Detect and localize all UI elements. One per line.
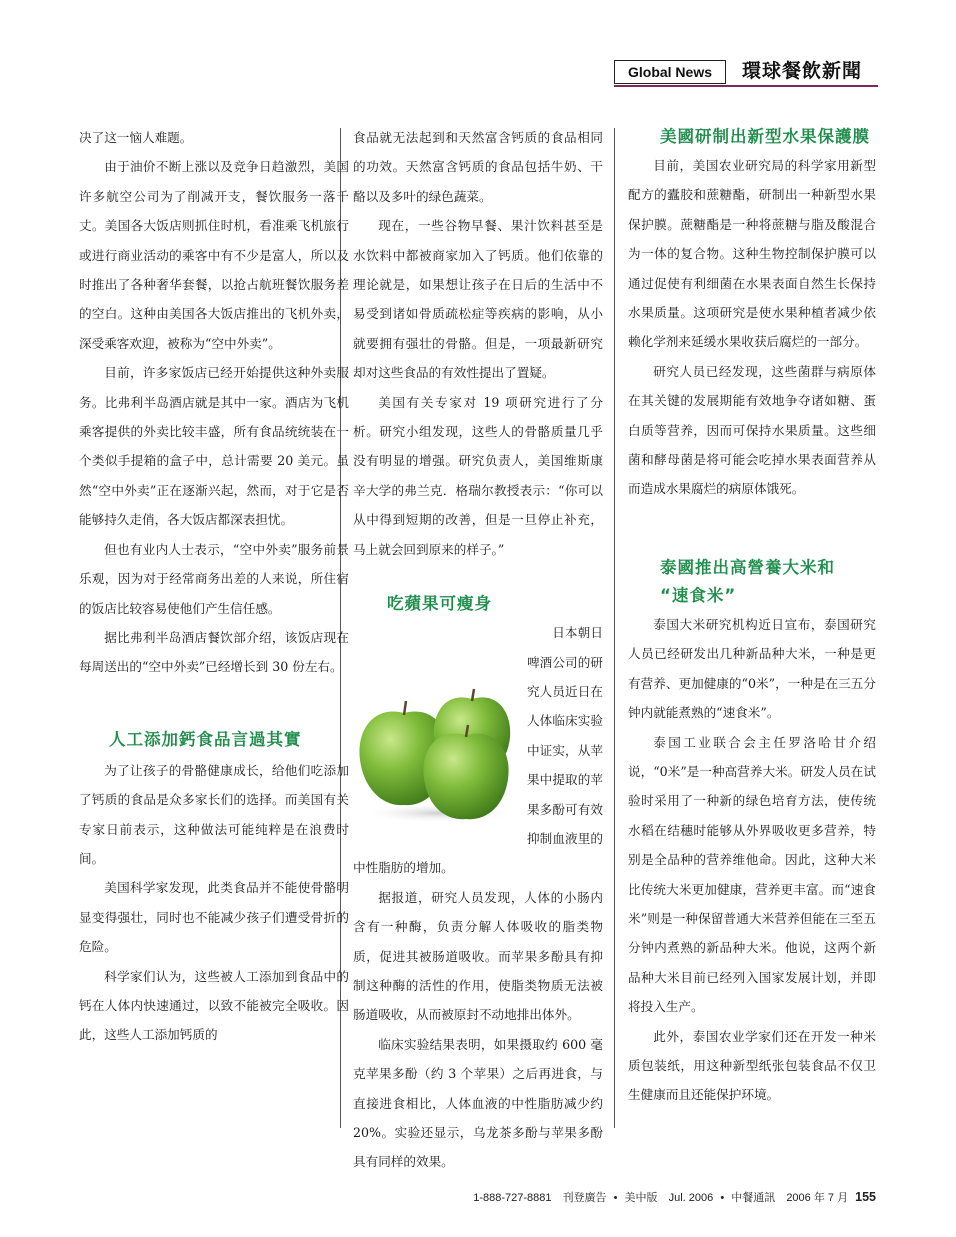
apple-illustration bbox=[354, 685, 522, 825]
paragraph: 美国有关专家对 19 项研究进行了分析。研究小组发现，这些人的骨骼质量几乎没有明显的增强。研究负责人，美国维斯康辛大学的弗兰克．格瑞尔教授表示：“你可以从中得到短期的改善，但是一旦停止补充，马上就会回到原来的样子。” bbox=[353, 394, 603, 557]
footer-magazine: 中餐通訊 bbox=[731, 1192, 776, 1204]
paragraph: 科学家们认为，这些被人工添加到食品中的钙在人体内快速通过，以致不能被完全吸收。因此，这些人工添加钙质的 bbox=[79, 968, 349, 1043]
global-news-badge: Global News bbox=[614, 60, 726, 84]
spacer bbox=[353, 564, 603, 590]
paragraph: 目前，许多家饭店已经开始提供这种外卖服务。比弗利半岛酒店就是其中一家。酒店为飞机乘客提供的外卖比较丰盛，所有食品统统装在一个类似手提箱的盒子中，总计需要 20 美元。虽然“空中外卖”正在逐渐兴起，然而，对于它是否能够持久走俏，各大饭店都深表担忧。 bbox=[79, 365, 349, 528]
spacer bbox=[628, 504, 876, 554]
paragraph: 此外，泰国农业学家们还在开发一种米质包装纸，用这种新型纸张包装食品不仅卫生健康而且还能保护环境。 bbox=[628, 1028, 876, 1103]
footer-date-cn: 2006 年 7 月 bbox=[786, 1192, 849, 1204]
column-1 bbox=[79, 123, 349, 1050]
paragraph: 目前，美国农业研究局的科学家用新型配方的蠹胶和蔗糖酯，研制出一种新型水果保护膜。蔗糖酯是一种将蔗糖与脂及酸混合为一体的复合物。这种生物控制保护膜可以通过促使有利细菌在水果表面自然生长保持水果质量。这项研究是使水果种植者减少依赖化学剂来延缓水果收获后腐烂的一部分。 bbox=[628, 158, 876, 350]
article-heading-calcium: 人工添加鈣食品言過其實 bbox=[109, 729, 302, 749]
paragraph: 现在，一些谷物早餐、果汁饮料甚至是水饮料中都被商家加入了钙质。他们依靠的理论就是，如果想让孩子在日后的生活中不易受到诸如骨质疏松症等疾病的影响，从小就要拥有强壮的骨骼。但是，一项最新研究却对这些食品的有效性提出了置疑。 bbox=[353, 218, 603, 381]
section-header bbox=[614, 60, 878, 88]
footer-edition: 美中版 bbox=[624, 1192, 658, 1204]
paragraph: 由于油价不断上涨以及竞争日趋激烈，美国许多航空公司为了削减开支，餐饮服务一落千丈。美国各大饭店则抓住时机，看准乘飞机旅行或进行商业活动的乘客中有不少是富人，所以及时推出了各种奢华套餐，以抢占航班餐饮服务差的空白。这种由美国各大饭店推出的飞机外卖，深受乘客欢迎，被称为“空中外卖”。 bbox=[79, 159, 349, 351]
paragraph: 日本朝日啤酒公司的研究人员近日在人体临床实验中证实，从苹果中提取的苹果多酚可有效抑制血液里的中性脂肪的增加。 bbox=[353, 625, 603, 876]
paragraph: 为了让孩子的骨骼健康成长，给他们吃添加了钙质的食品是众多家长们的选择。而美国有关专家日前表示，这种做法可能纯粹是在浪费时间。 bbox=[79, 762, 349, 866]
page-number: 155 bbox=[855, 1190, 876, 1204]
column-divider bbox=[614, 128, 615, 1128]
column-2 bbox=[353, 123, 603, 1177]
paragraph: 据比弗利半岛酒店餐饮部介绍，该饭店现在每周送出的“空中外卖”已经增长到 30 份左右。 bbox=[79, 629, 349, 675]
paragraph: 泰国大米研究机构近日宣布，泰国研究人员已经研发出几种新品种大米，一种是更有营养、更加健康的“0米”，一种是在三五分钟内就能煮熟的“速食米”。 bbox=[628, 616, 876, 721]
article-heading-apple: 吃蘋果可瘦身 bbox=[387, 594, 492, 614]
heading-line: “速食米” bbox=[660, 585, 737, 605]
footer-date-en: Jul. 2006 bbox=[668, 1192, 714, 1204]
article-heading-rice bbox=[660, 554, 876, 610]
paragraph: 泰国工业联合会主任罗洛哈甘介绍说，“0米”是一种高营养大米。研发人员在试验时采用了一种新的绿色培育方法，使传统水稻在结穗时能够从外界吸收更多营养，特别是全品种的营养维他命。因此，这种大米比传统大米更加健康，营养更丰富。而“速食米”则是一种保留普通大米营养但能在三至五分钟内煮熟的新品种大米。他说，这两个新品种大米目前已经列入国家发展计划，并即将投入生产。 bbox=[628, 734, 876, 1015]
paragraph: 决了这一恼人难题。 bbox=[79, 130, 193, 145]
footer-phone: 1-888-727-8881 bbox=[473, 1192, 552, 1204]
header-rule bbox=[614, 85, 878, 87]
paragraph: 食品就无法起到和天然富含钙质的食品相同的功效。天然富含钙质的食品包括牛奶、干酪以及多叶的绿色蔬菜。 bbox=[353, 130, 603, 204]
column-3 bbox=[628, 123, 876, 1110]
paragraph: 但也有业内人士表示，“空中外卖”服务前景乐观，因为对于经常商务出差的人来说，所住宿的饭店比较容易使他们产生信任感。 bbox=[79, 541, 349, 616]
paragraph: 美国科学家发现，此类食品并不能使骨骼明显变得强壮，同时也不能减少孩子们遭受骨折的危险。 bbox=[79, 880, 349, 955]
footer-ad-label: 刊登廣告 bbox=[562, 1192, 607, 1204]
section-title: 環球餐飲新聞 bbox=[742, 60, 863, 82]
heading-line: 泰國推出高營養大米和 bbox=[660, 557, 835, 577]
paragraph: 临床实验结果表明，如果摄取约 600 毫克苹果多酚（约 3 个苹果）之后再进食，与直接进食相比，人体血液的中性脂肪减少约 20%。实验还显示，乌龙茶多酚与苹果多酚具有同样的效果。 bbox=[353, 1036, 603, 1170]
article-heading-fruit-film: 美國研制出新型水果保護膜 bbox=[660, 127, 870, 146]
paragraph: 据报道，研究人员发现，人体的小肠内含有一种酶，负责分解人体吸收的脂类物质，促进其被肠道吸收。而苹果多酚具有抑制这种酶的活性的作用，使脂类物质无法被肠道吸收，从而被原封不动地排出体外。 bbox=[353, 889, 603, 1023]
spacer bbox=[79, 682, 349, 726]
page-footer: 1-888-727-8881 刊登廣告 • 美中版 Jul. 2006 • 中餐通訊 2006 年 7 月 155 bbox=[473, 1190, 876, 1204]
green-apples-image bbox=[354, 685, 522, 825]
paragraph: 研究人员已经发现，这些菌群与病原体在其关键的发展期能有效地争夺诸如糖、蛋白质等营养，因而可保持水果质量。这些细菌和酵母菌是将可能会吃掉水果表面营养从而造成水果腐烂的病原体饿死。 bbox=[628, 363, 876, 497]
